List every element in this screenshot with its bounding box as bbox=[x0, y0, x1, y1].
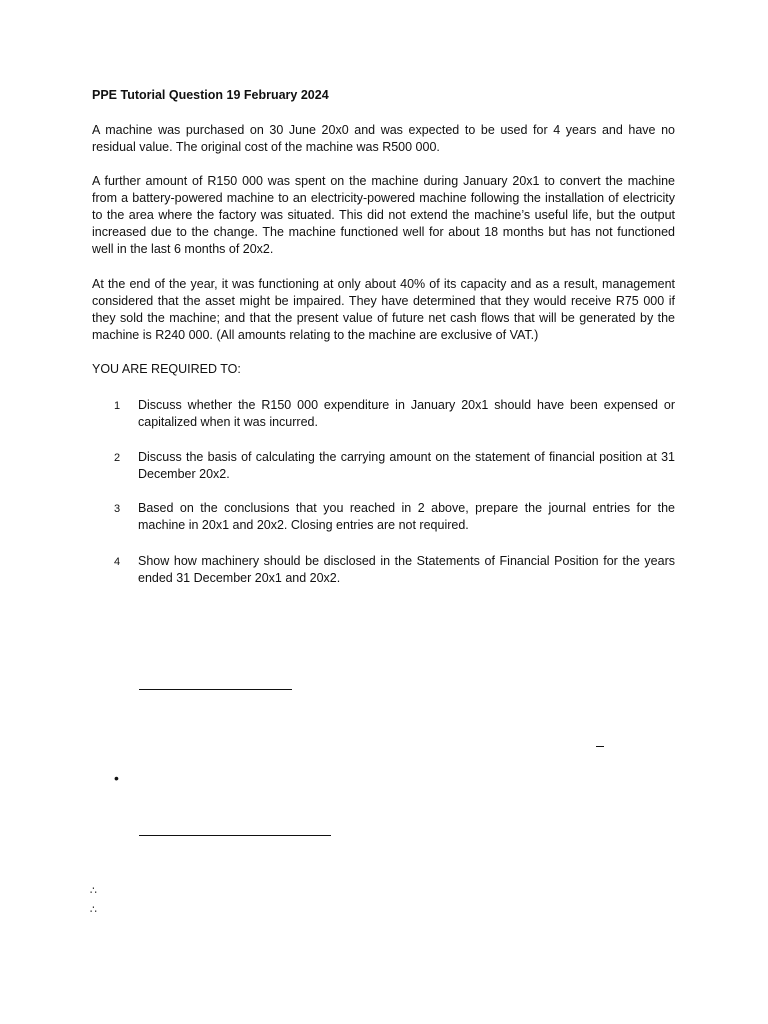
therefore-symbol: ∴ bbox=[90, 904, 97, 916]
question-item bbox=[114, 500, 675, 534]
question-item bbox=[114, 397, 675, 431]
short-dash bbox=[596, 746, 604, 747]
question-text: Show how machinery should be disclosed in the Statements of Financial Position for the years ended 31 December 20x1 and 20x2. bbox=[138, 554, 675, 585]
horizontal-rule bbox=[139, 689, 292, 690]
horizontal-rule bbox=[139, 835, 331, 836]
question-number: 2 bbox=[114, 452, 121, 464]
question-text: Discuss whether the R150 000 expenditure in January 20x1 should have been expensed or capitalized when it was incurred. bbox=[138, 398, 675, 429]
question-number: 4 bbox=[114, 556, 121, 568]
paragraph-purchase: A machine was purchased on 30 June 20x0 and was expected to be used for 4 years and have no residual value. The original cost of the machine was R500 000. bbox=[92, 123, 675, 154]
question-item bbox=[114, 449, 675, 483]
required-heading: YOU ARE REQUIRED TO: bbox=[92, 362, 241, 376]
question-text: Based on the conclusions that you reached in 2 above, prepare the journal entries for the machine in 20x1 and 20x2. Closing entries are not required. bbox=[138, 501, 675, 532]
paragraph-impairment: At the end of the year, it was functioning at only about 40% of its capacity and as a result, management considered that the asset might be impaired. They have determined that they would receive R75 000 if they sold the machine; and that the present value of future net cash flows that will be generated by the machine is R240 000. (All amounts relating to the machine are exclusive of VAT.) bbox=[92, 277, 675, 342]
question-number: 3 bbox=[114, 503, 121, 515]
document-title: PPE Tutorial Question 19 February 2024 bbox=[92, 88, 329, 102]
question-item bbox=[114, 553, 675, 587]
question-text: Discuss the basis of calculating the carrying amount on the statement of financial position at 31 December 20x2. bbox=[138, 450, 675, 481]
question-number: 1 bbox=[114, 400, 121, 412]
therefore-symbol: ∴ bbox=[90, 885, 97, 897]
paragraph-conversion: A further amount of R150 000 was spent on the machine during January 20x1 to convert the machine from a battery-powered machine to an electricity-powered machine following the installation of electricity to the area where the factory was situated. This did not extend the machine’s useful life, but the output increased due to the change. The machine functioned well for about 18 months but has not functioned well in the last 6 months of 20x2. bbox=[92, 174, 675, 256]
bullet-mark: • bbox=[114, 770, 119, 786]
